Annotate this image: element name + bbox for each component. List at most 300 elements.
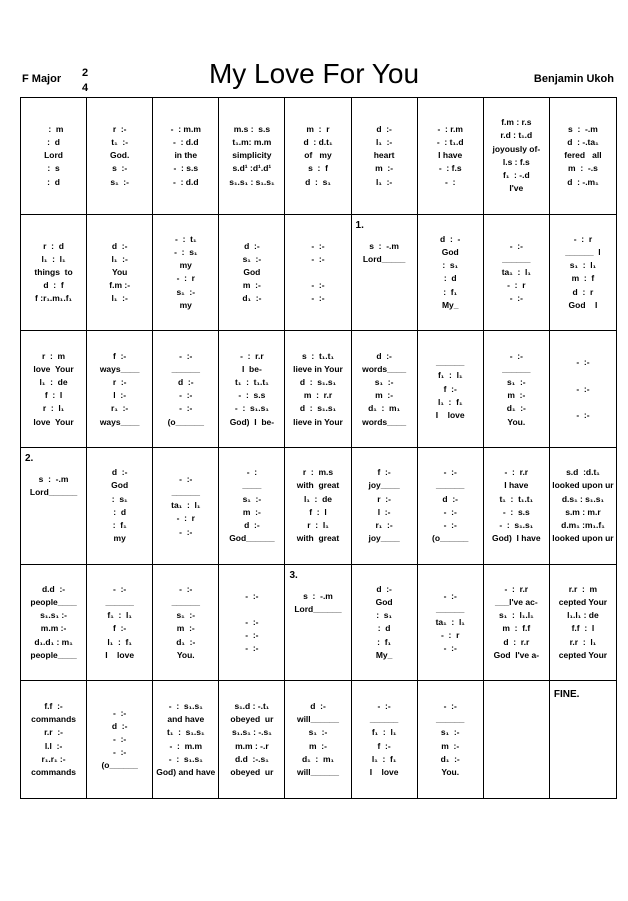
score-cell [219, 215, 285, 332]
solfa-line: - :- [443, 506, 457, 517]
solfa-line: s₁.s₁ : -.s₁ [231, 727, 272, 738]
score-cell [219, 448, 285, 565]
solfa-line [52, 499, 54, 512]
solfa-line: f :- [377, 467, 391, 478]
solfa-line: f.m :- [109, 280, 131, 291]
solfa-line: r :- [112, 123, 127, 134]
solfa-line: with great [296, 480, 340, 491]
solfa-line: joyously of- [492, 143, 541, 154]
solfa-line: (o______ [101, 760, 138, 771]
solfa-line: d :- [111, 720, 128, 731]
ending-marker: 2. [25, 452, 34, 464]
solfa-line: s₁ :- [507, 376, 526, 387]
solfa-line: - : s₁.s₁ [168, 753, 203, 764]
solfa-line: cepted Your [558, 649, 608, 660]
solfa-line: m.s : s.s [233, 123, 271, 134]
solfa-line: - :- [113, 747, 127, 758]
solfa-line: cepted Your [558, 597, 608, 608]
solfa-line: : s₁ [376, 610, 392, 621]
solfa-line: l₁ : f₁ [371, 753, 397, 764]
solfa-line: s : f [308, 163, 328, 174]
solfa-line: - : r [441, 630, 460, 641]
score-cell [550, 331, 616, 448]
solfa-line: s.d¹ :d¹.d¹ [232, 163, 272, 174]
score-cell [153, 681, 219, 798]
solfa-line: r₁.r₁ :- [41, 753, 66, 764]
solfa-line: d :- [177, 376, 194, 387]
score-cell [285, 98, 351, 215]
solfa-line: - : m.m [170, 123, 201, 134]
solfa-line: : f₁ [377, 636, 392, 647]
solfa-line: ______ [369, 714, 399, 725]
score-cell [418, 448, 484, 565]
solfa-line: - : r.r [240, 350, 264, 361]
solfa-line: t₁ : t₁.t₁ [499, 493, 534, 504]
solfa-line: l :- [113, 390, 127, 401]
solfa-line: : d [113, 506, 127, 517]
solfa-line: - :- [443, 701, 457, 712]
solfa-line: - : r [573, 233, 593, 244]
score-cell [484, 681, 550, 798]
solfa-line: ___I've ac- [494, 597, 538, 608]
score-cell [285, 448, 351, 565]
solfa-line: ______ [502, 253, 531, 264]
solfa-line: God______ [229, 533, 275, 544]
solfa-line: m :- [309, 740, 327, 751]
solfa-line: m.m : -.r [235, 740, 269, 751]
solfa-line: t₁ : t₁.t₁ [235, 376, 269, 387]
solfa-line: l₁ : l₁ [41, 253, 66, 264]
solfa-line: d : s₁.s₁ [299, 376, 337, 387]
solfa-line: r : l₁ [307, 519, 329, 530]
time-top: 2 [81, 67, 89, 79]
solfa-line: d₁ : m₁ [301, 753, 335, 764]
solfa-line: - : s₁.s₁ [234, 403, 269, 414]
solfa-line: - : r [176, 273, 195, 284]
solfa-line: m :- [375, 390, 394, 401]
solfa-line: - :- [443, 643, 457, 654]
score-cell [352, 565, 418, 682]
solfa-line: - : d.d [173, 176, 199, 187]
solfa-line [317, 266, 319, 279]
solfa-line: - :- [179, 583, 193, 594]
solfa-line: God [441, 247, 459, 258]
solfa-line: s₁ :- [176, 610, 196, 621]
solfa-line: r.r : m [568, 583, 598, 594]
solfa-line: ______ [171, 487, 200, 498]
score-cell [352, 448, 418, 565]
score-cell [87, 98, 153, 215]
solfa-line: - : s₁.s₁ [499, 519, 534, 530]
solfa-line: f.f : l [571, 623, 595, 634]
solfa-line: ways____ [99, 416, 140, 427]
solfa-line: d.d :-.s₁ [235, 753, 269, 764]
solfa-line: ta₁ : l₁ [435, 616, 465, 627]
solfa-line: - :- [113, 707, 127, 718]
solfa-line: (o______ [167, 416, 204, 427]
solfa-line: f₁ : l₁ [437, 370, 463, 381]
solfa-line: - :- [311, 240, 325, 251]
solfa-line: r : m.s [302, 467, 334, 478]
score-cell [285, 565, 351, 682]
solfa-line: - :- [245, 590, 259, 601]
solfa-line: d :- [376, 123, 392, 134]
solfa-line: d :- [310, 701, 326, 712]
solfa-line: You. [441, 767, 460, 777]
solfa-line: d : -.m₁ [567, 176, 599, 187]
solfa-line: God I [568, 299, 598, 310]
solfa-line: l.l :- [44, 740, 63, 751]
solfa-line: r.d : t₁.d [500, 130, 533, 141]
solfa-line: d.m₁ :m₁.f₁ [561, 519, 605, 530]
solfa-line: - :- [245, 616, 259, 627]
solfa-line: f :- [113, 350, 127, 361]
solfa-line: d₁ :- [440, 753, 460, 764]
solfa-line: obeyed ur [230, 767, 274, 777]
solfa-line: s : -.m [303, 590, 333, 601]
score-cell [550, 448, 616, 565]
score-cell [21, 215, 87, 332]
solfa-line: s₁.d : -.t₁ [234, 701, 270, 712]
solfa-line: s₁ : l₁.l₁ [499, 610, 534, 621]
solfa-line: - :- [311, 253, 325, 264]
score-cell [153, 215, 219, 332]
solfa-line: l₁ : de [39, 376, 68, 387]
solfa-line: - :- [113, 734, 127, 745]
score-cell [352, 681, 418, 798]
solfa-line: looked upon ur [552, 480, 614, 491]
composer-name: Benjamin Ukoh [533, 73, 614, 85]
score-cell [550, 565, 616, 682]
solfa-line: people____ [30, 649, 77, 660]
score-cell [87, 331, 153, 448]
solfa-line: God) I have [491, 533, 541, 544]
solfa-line: d₁ : m₁ [368, 403, 401, 414]
solfa-line: s₁ : l₁ [569, 260, 597, 271]
solfa-line: You. [507, 416, 526, 427]
solfa-line: f :r₁.m₁.f₁ [35, 293, 73, 304]
solfa-line: m :- [242, 280, 261, 291]
solfa-line: ______ [436, 603, 465, 614]
solfa-line: : d [377, 623, 391, 634]
solfa-line: : s [47, 163, 60, 174]
score-cell [87, 448, 153, 565]
solfa-line: - :- [179, 350, 193, 361]
solfa-line: d :- [111, 467, 128, 478]
solfa-line: f₁ : l₁ [371, 727, 397, 738]
solfa-line: l :- [377, 506, 391, 517]
solfa-line: my [179, 260, 192, 271]
solfa-line: God. [109, 150, 130, 161]
solfa-line: m : -.s [568, 163, 598, 174]
score-cell [484, 98, 550, 215]
solfa-line: - : f.s [438, 163, 462, 174]
solfa-line [52, 526, 54, 539]
score-cell [418, 681, 484, 798]
solfa-line: : d [47, 176, 60, 187]
solfa-line: r : d [43, 240, 64, 251]
solfa-line: : f₁ [443, 286, 458, 297]
solfa-line: d : - [440, 233, 461, 244]
solfa-line [383, 266, 385, 279]
solfa-line: (o______ [432, 533, 469, 544]
score-cell [484, 448, 550, 565]
solfa-line: m :- [507, 390, 526, 401]
solfa-line: s₁ :- [440, 727, 460, 738]
score-cell [285, 215, 351, 332]
solfa-line: d :- [376, 350, 392, 361]
solfa-line: - :- [576, 357, 590, 368]
solfa-line: I love [369, 767, 399, 777]
solfa-line: l₁.l₁ : de [567, 610, 599, 621]
solfa-line: d₁ :- [242, 293, 262, 304]
solfa-line: - :- [179, 403, 193, 414]
solfa-line: s₁ :- [308, 727, 328, 738]
solfa-line: I have [504, 480, 529, 491]
solfa-line: - : s.s [173, 163, 199, 174]
solfa-line: : f₁ [112, 519, 127, 530]
solfa-line: s₁.s₁ :- [40, 610, 67, 621]
solfa-line: ______ [171, 363, 200, 374]
solfa-line: in the [174, 150, 198, 161]
solfa-line: l₁ : f₁ [107, 636, 132, 647]
solfa-line: d.s₁ : s₁.s₁ [561, 493, 605, 504]
solfa-line: d : d.t₁ [303, 137, 333, 148]
score-cell [418, 565, 484, 682]
solfa-line: joy____ [368, 480, 400, 491]
ending-marker: 1. [355, 219, 364, 231]
score-cell [352, 98, 418, 215]
score-cell [418, 98, 484, 215]
solfa-line: m :- [176, 623, 195, 634]
solfa-line: God) I be- [229, 416, 275, 427]
solfa-line: - : r.r [504, 467, 529, 478]
solfa-line: - : r [507, 280, 526, 291]
solfa-line: f :- [377, 740, 391, 751]
solfa-line: people____ [30, 597, 77, 608]
solfa-line: ways____ [99, 363, 140, 374]
solfa-line: r : m [41, 350, 66, 361]
solfa-score-grid [20, 97, 617, 799]
solfa-line: I love [435, 409, 465, 420]
score-cell [87, 681, 153, 798]
solfa-line: l₁ :- [375, 176, 393, 187]
solfa-line: - : m.m [169, 740, 203, 751]
solfa-line: My_ [375, 649, 393, 660]
solfa-line: - : s.s [502, 506, 530, 517]
fine-marker: FINE. [553, 689, 580, 701]
solfa-line: d.d :- [41, 583, 66, 594]
score-cell [219, 681, 285, 798]
score-cell [21, 331, 87, 448]
solfa-line: r.r :- [44, 727, 63, 738]
solfa-line: t₁.m: m.m [232, 137, 272, 148]
solfa-line: f.f :- [44, 701, 63, 712]
solfa-line [582, 396, 584, 409]
solfa-line: s : -.m [38, 473, 69, 484]
solfa-line [317, 642, 319, 655]
score-cell [219, 331, 285, 448]
score-cell [550, 215, 616, 332]
solfa-line: things to [34, 266, 73, 277]
solfa-line: r₁ :- [375, 519, 393, 530]
solfa-line: I love [105, 649, 135, 660]
solfa-line: m : f [571, 273, 595, 284]
solfa-line: - : r.r [504, 583, 529, 594]
solfa-line: - : t₁.d [436, 137, 464, 148]
solfa-line: - :- [179, 526, 193, 537]
solfa-line: m : f.f [502, 623, 531, 634]
solfa-line: f :- [113, 623, 127, 634]
solfa-line: d :- [442, 493, 458, 504]
solfa-line: ____ [242, 480, 262, 491]
solfa-line: with great [296, 533, 340, 544]
solfa-line: lieve in Your [293, 416, 343, 427]
solfa-line: words____ [362, 416, 407, 427]
solfa-line [251, 603, 253, 616]
solfa-line: d :- [244, 240, 260, 251]
solfa-line: - : [445, 176, 456, 187]
solfa-line: d :- [111, 240, 128, 251]
score-cell [219, 565, 285, 682]
key-signature: F Major [22, 73, 62, 85]
solfa-line: f.m : r.s [501, 117, 532, 128]
solfa-line: looked upon ur [552, 533, 614, 544]
solfa-line: - : t₁ [175, 233, 197, 244]
solfa-line: love Your [33, 416, 74, 427]
score-cell [352, 215, 418, 332]
solfa-line: m.m :- [40, 623, 67, 634]
solfa-line: ______ [436, 480, 465, 491]
solfa-line: d₁.d₁ : m₁ [34, 636, 73, 647]
solfa-line: - :- [576, 383, 590, 394]
solfa-line: You [111, 266, 128, 277]
solfa-line: - : s.s [238, 390, 266, 401]
solfa-line: : s₁ [442, 260, 459, 271]
solfa-line: d₁ :- [506, 403, 526, 414]
solfa-line: d : f [43, 280, 64, 291]
solfa-line: d :- [244, 519, 260, 530]
solfa-line: : d [443, 273, 457, 284]
solfa-line: God [375, 597, 393, 608]
solfa-line: m :- [375, 163, 394, 174]
solfa-line: s.d :d.t₁ [566, 467, 600, 478]
solfa-line: s₁ :- [242, 493, 262, 504]
solfa-line: ______ [436, 714, 465, 725]
solfa-line: l₁ :- [111, 293, 128, 304]
solfa-line: You. [176, 649, 195, 660]
solfa-line: s :- [112, 163, 128, 174]
solfa-line: d : r [572, 286, 594, 297]
solfa-line: simplicity [232, 150, 272, 161]
solfa-line: - :- [245, 643, 259, 654]
solfa-line: - : [246, 467, 258, 478]
solfa-line: t₁ :- [111, 137, 129, 148]
solfa-line: obeyed ur [230, 714, 274, 725]
solfa-line: fered all [564, 150, 602, 161]
ending-marker: 3. [289, 569, 298, 581]
solfa-line: - :- [509, 240, 523, 251]
solfa-line: f₁ : l₁ [107, 610, 132, 621]
score-cell [21, 98, 87, 215]
solfa-line: s₁.s₁ : s₁.s₁ [229, 176, 275, 187]
solfa-line: m : r [306, 123, 330, 134]
solfa-line: my [179, 299, 192, 310]
sheet-header [0, 0, 628, 100]
solfa-line [582, 369, 584, 382]
solfa-line: ______ [171, 597, 200, 608]
solfa-line: - : r [176, 513, 195, 524]
solfa-line: r :- [112, 376, 127, 387]
solfa-line: m : r.r [303, 390, 333, 401]
solfa-line: ta₁ : l₁ [501, 266, 531, 277]
solfa-line: God [111, 480, 129, 491]
time-bottom: 4 [81, 82, 89, 94]
solfa-line: s : -.m [369, 240, 399, 251]
score-cell [87, 215, 153, 332]
solfa-line: r :- [377, 493, 391, 504]
score-cell [87, 565, 153, 682]
solfa-line: of my [304, 150, 332, 161]
solfa-line: s.m : m.r [565, 506, 601, 517]
solfa-line: l₁ : de [303, 493, 333, 504]
solfa-line: - :- [443, 467, 457, 478]
solfa-line: r : l₁ [42, 403, 65, 414]
score-cell [352, 331, 418, 448]
solfa-line: commands [31, 714, 76, 725]
solfa-line: : d [47, 137, 60, 148]
solfa-line: I be- [241, 363, 262, 374]
solfa-line: - :- [509, 350, 523, 361]
score-cell [21, 681, 87, 798]
solfa-line: - :- [443, 519, 457, 530]
solfa-line: d₁ :- [176, 636, 196, 647]
solfa-line: d :- [376, 583, 392, 594]
solfa-line: will______ [296, 767, 340, 777]
solfa-line: - :- [377, 701, 391, 712]
solfa-line: Lord_____ [362, 253, 406, 264]
solfa-line: ______ [436, 357, 465, 368]
solfa-line: ta₁ : l₁ [171, 500, 201, 511]
solfa-line: f :- [443, 383, 457, 394]
solfa-line: s : t₁.t₁ [301, 350, 335, 361]
solfa-line [52, 512, 54, 525]
solfa-line: r.r : l₁ [569, 636, 597, 647]
solfa-line: words____ [362, 363, 407, 374]
score-cell [484, 565, 550, 682]
score-cell [550, 98, 616, 215]
solfa-line: - :- [245, 630, 259, 641]
solfa-line: I've [509, 183, 524, 194]
solfa-line: commands [31, 767, 76, 777]
score-cell [285, 331, 351, 448]
solfa-line [317, 616, 319, 629]
solfa-line: - :- [311, 280, 325, 291]
score-cell [153, 448, 219, 565]
solfa-line: s : -.m [568, 123, 598, 134]
solfa-line: d : r.r [503, 636, 530, 647]
solfa-line: r₁ :- [111, 403, 129, 414]
solfa-line: God) and have [156, 767, 216, 777]
solfa-line: God I've a- [493, 649, 540, 660]
solfa-line: l₁ : f₁ [437, 396, 463, 407]
solfa-line: : m [43, 123, 64, 134]
solfa-line [383, 279, 385, 292]
solfa-line: - : d.d [173, 137, 199, 148]
solfa-line: d : s₁.s₁ [299, 403, 337, 414]
solfa-line: - :- [179, 473, 193, 484]
score-cell [418, 215, 484, 332]
